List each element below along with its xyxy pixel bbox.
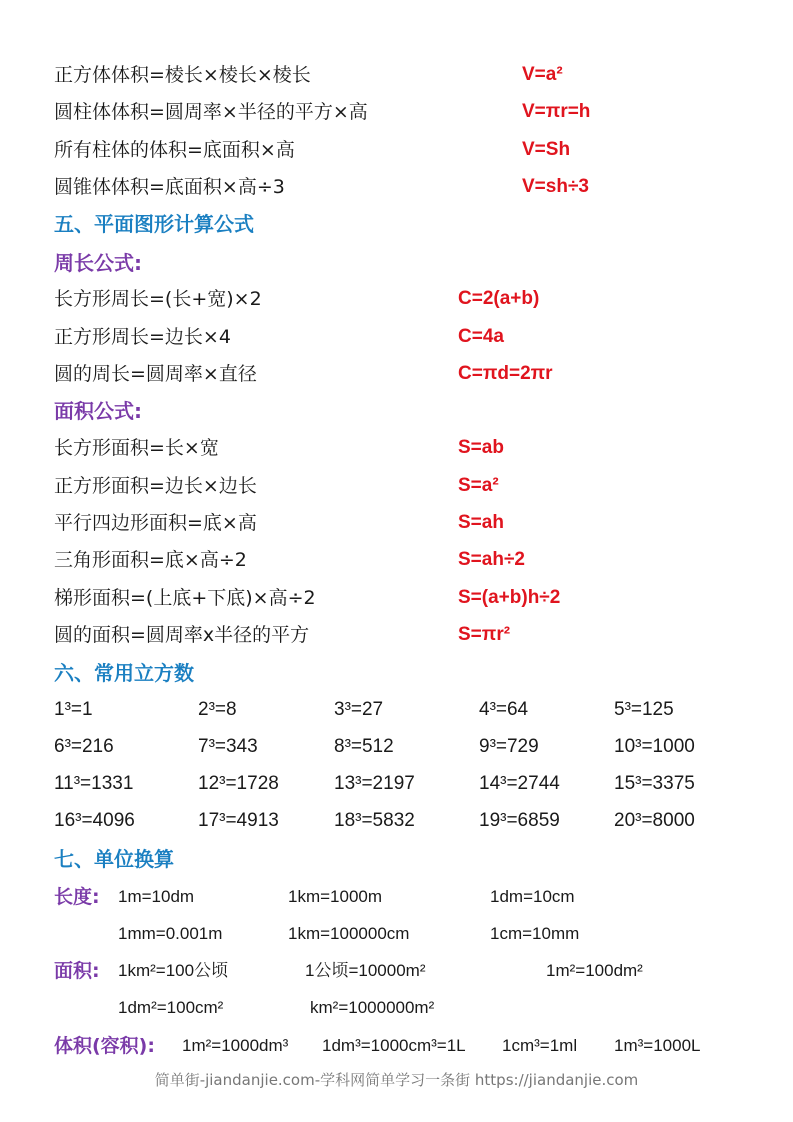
formula-text: 长方形周长=(长+宽)×2	[54, 288, 262, 310]
section-heading: 五、平面图形计算公式	[54, 212, 254, 236]
formula-expression: V=Sh	[522, 139, 571, 160]
length-label: 长度:	[54, 886, 100, 908]
unit-conversion: 1dm²=100cm²	[118, 998, 224, 1017]
cube-value: 1³=1	[54, 699, 93, 720]
unit-conversion: 1km²=100公顷	[118, 961, 229, 980]
unit-conversion: 1m²=100dm²	[546, 961, 643, 980]
unit-conversion: 1m³=1000L	[614, 1036, 701, 1055]
cube-value: 16³=4096	[54, 810, 135, 831]
unit-conversion: 1cm=10mm	[490, 924, 580, 943]
unit-conversion: 1km=100000cm	[288, 924, 410, 943]
unit-conversion: 1m²=1000dm³	[182, 1036, 289, 1055]
formula-expression: V=πr=h	[522, 101, 591, 122]
footer-watermark: 简单街-jiandanjie.com-学科网简单学习一条街 https://jiandanjie.com	[154, 1071, 639, 1089]
formula-text: 圆的周长=圆周率×直径	[54, 363, 257, 385]
formula-text: 圆的面积=圆周率x半径的平方	[54, 624, 310, 646]
formula-expression: S=a²	[458, 475, 499, 496]
formula-text: 正方形周长=边长×4	[54, 326, 231, 348]
formula-expression: V=sh÷3	[522, 176, 589, 197]
cube-value: 7³=343	[198, 736, 258, 757]
formula-text: 梯形面积=(上底+下底)×高÷2	[54, 587, 316, 609]
unit-conversion: 1dm=10cm	[490, 887, 575, 906]
cube-value: 10³=1000	[614, 736, 695, 757]
unit-conversion: 1mm=0.001m	[118, 924, 223, 943]
formula-text: 正方体体积=棱长×棱长×棱长	[54, 64, 311, 86]
subsection-heading: 面积公式:	[54, 399, 142, 423]
formula-expression: C=4a	[458, 326, 504, 347]
cube-value: 12³=1728	[198, 773, 279, 794]
unit-conversion: 1km=1000m	[288, 887, 383, 906]
formula-expression: S=πr²	[458, 624, 511, 645]
section-heading: 六、常用立方数	[54, 661, 194, 685]
formula-text: 三角形面积=底×高÷2	[54, 549, 247, 571]
section-heading: 七、单位换算	[54, 847, 174, 871]
formula-text: 所有柱体的体积=底面积×高	[54, 139, 295, 161]
formula-expression: S=ab	[458, 437, 504, 458]
subsection-heading: 周长公式:	[54, 251, 142, 275]
formula-text: 长方形面积=长×宽	[54, 437, 219, 459]
unit-conversion: 1dm³=1000cm³=1L	[322, 1036, 466, 1055]
unit-conversion: 1cm³=1ml	[502, 1036, 578, 1055]
cube-value: 3³=27	[334, 699, 384, 720]
cube-value: 4³=64	[479, 699, 529, 720]
cube-value: 11³=1331	[54, 773, 134, 794]
cube-value: 5³=125	[614, 699, 674, 720]
cube-value: 6³=216	[54, 736, 114, 757]
cube-value: 15³=3375	[614, 773, 695, 794]
unit-conversion: 1公顷=10000m²	[305, 961, 426, 980]
formula-expression: S=ah÷2	[458, 549, 525, 570]
cube-value: 20³=8000	[614, 810, 695, 831]
unit-conversion: km²=1000000m²	[310, 998, 435, 1017]
formula-text: 圆锥体体积=底面积×高÷3	[54, 176, 285, 198]
formula-expression: C=πd=2πr	[458, 363, 553, 384]
formula-expression: S=ah	[458, 512, 504, 533]
cube-value: 19³=6859	[479, 810, 560, 831]
cube-value: 17³=4913	[198, 810, 279, 831]
formula-expression: S=(a+b)h÷2	[458, 587, 561, 608]
unit-conversion: 1m=10dm	[118, 887, 195, 906]
formula-text: 正方形面积=边长×边长	[54, 475, 257, 497]
formula-expression: V=a²	[522, 64, 563, 85]
volume-label: 体积(容积):	[54, 1035, 155, 1057]
cube-value: 8³=512	[334, 736, 394, 757]
formula-expression: C=2(a+b)	[458, 288, 540, 309]
area-label: 面积:	[54, 960, 100, 982]
formula-text: 平行四边形面积=底×高	[54, 512, 257, 534]
cube-value: 2³=8	[198, 699, 237, 720]
cube-value: 9³=729	[479, 736, 539, 757]
cube-value: 14³=2744	[479, 773, 560, 794]
formula-text: 圆柱体体积=圆周率×半径的平方×高	[54, 101, 368, 123]
cube-value: 13³=2197	[334, 773, 415, 794]
cube-value: 18³=5832	[334, 810, 415, 831]
